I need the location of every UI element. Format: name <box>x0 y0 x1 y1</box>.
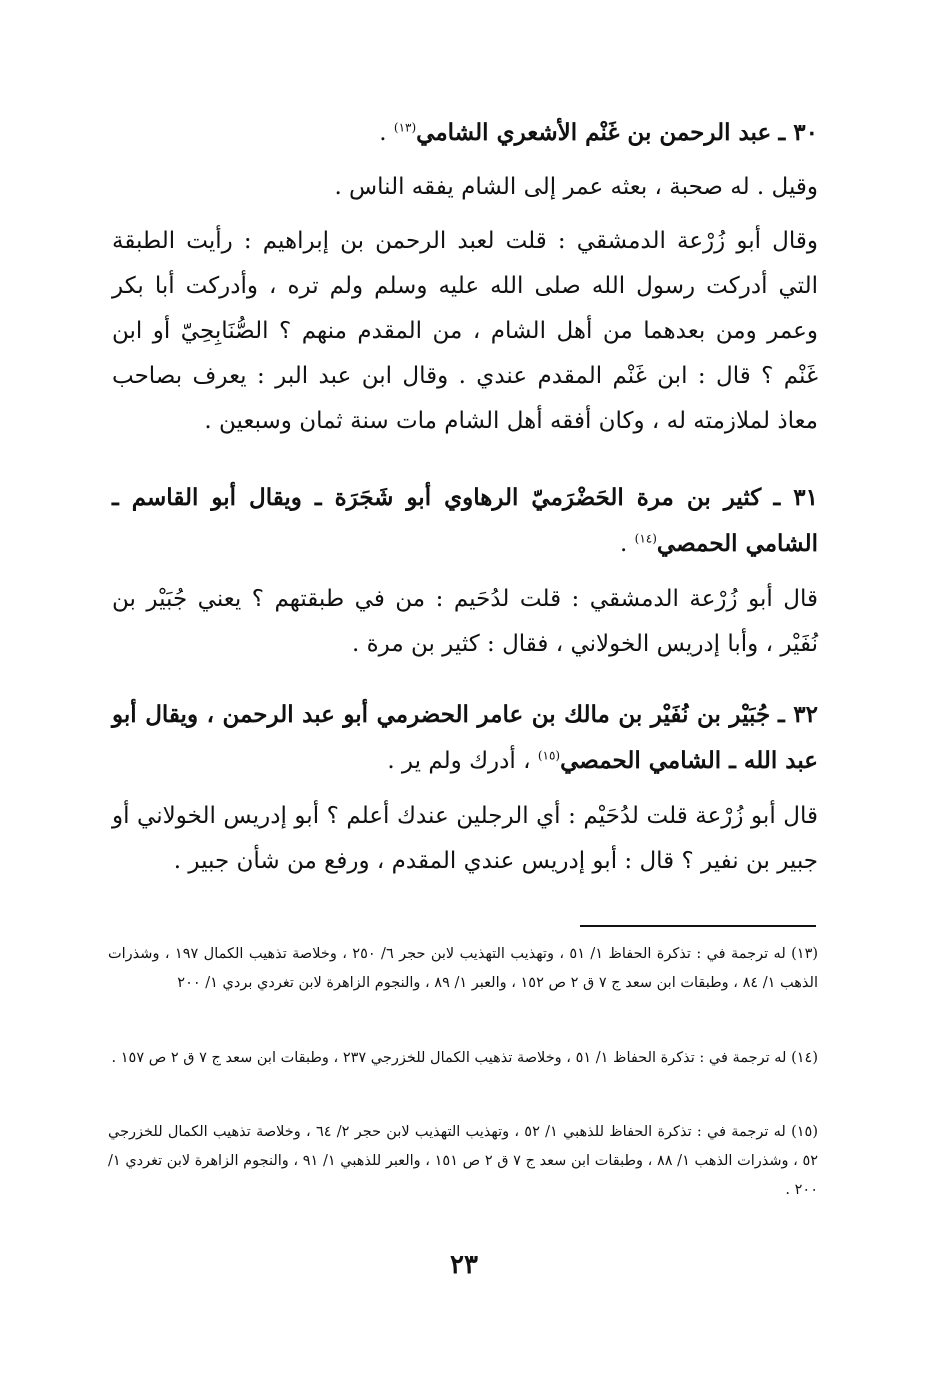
entry-paragraph: قال أبو زُرْعة الدمشقي : قلت لدُحَيم : من في طبقتهم ؟ يعني جُبَيْر بن نُفَيْر ، وأبا إدريس الخولاني ، فقال : كثير بن مرة . <box>112 586 818 657</box>
title-tail: . <box>620 531 635 557</box>
entry-32 <box>112 692 818 884</box>
entry-paragraph: وقال أبو زُرْعة الدمشقي : قلت لعبد الرحمن بن إبراهيم : رأيت الطبقة التي أدركت رسول الله صلى الله عليه وسلم ولم تره ، وأدركت أبا بكر وعمر ومن بعدهما من أهل الشام ، من المقدم منهم ؟ الصُّنَابِحِيّ أو ابن غَنْم ؟ قال : ابن غَنْم المقدم عندي . وقال ابن عبد البر : يعرف بصاحب معاذ لملازمته له ، وكان أفقه أهل الشام مات سنة ثمان وسبعين . <box>112 228 818 434</box>
page-number: ٢٣ <box>450 1250 478 1280</box>
entry-paragraph: وقيل . له صحبة ، بعثه عمر إلى الشام يفقه الناس . <box>334 174 818 200</box>
entry-title: عبد الرحمن بن غَنْم الأشعري الشامي <box>416 119 772 146</box>
footnote-text: (١٤) له ترجمة في : تذكرة الحفاظ ١/ ٥١ ، وخلاصة تذهيب الكمال للخزرجي ٢٣٧ ، وطبقات ابن سعد ج ٧ ق ٢ ص ١٥٧ . <box>111 1050 818 1066</box>
entry-title: جُبَيْر بن نُفَيْر بن مالك بن عامر الحضرمي أبو عبد الرحمن ، ويقال أبو عبد الله ـ الشامي الحمصي <box>112 701 818 774</box>
entry-31 <box>112 475 818 667</box>
footnote-ref: (١٣) <box>393 120 417 135</box>
entry-number: ٣٠ ـ <box>778 119 818 146</box>
footnote-15 <box>108 1118 818 1205</box>
entry-31-heading <box>112 475 818 567</box>
entry-paragraph: قال أبو زُرْعة قلت لدُحَيْم : أي الرجلين عندك أعلم ؟ أبو إدريس الخولاني أو جبير بن نفير ؟ قال : أبو إدريس عندي المقدم ، ورفع من شأن جبير . <box>112 803 818 874</box>
footnote-13 <box>108 940 818 998</box>
entry-30-heading <box>112 110 818 156</box>
entry-number: ٣٢ ـ <box>778 701 819 728</box>
footnote-separator <box>580 925 816 927</box>
footnote-ref: (١٤) <box>634 531 657 546</box>
entry-title: كثير بن مرة الحَضْرَميّ الرهاوي أبو شَجَرَة ـ ويقال أبو القاسم ـ الشامي الحمصي <box>112 484 818 557</box>
footnote-text: (١٥) له ترجمة في : تذكرة الحفاظ للذهبي ١/ ٥٢ ، وتهذيب التهذيب لابن حجر ٢/ ٦٤ ، وخلاصة تذهيب الكمال للخزرجي ٥٢ ، وشذرات الذهب ١/ ٨٨ ، وطبقات ابن سعد ج ٧ ق ٢ ص ١٥١ ، والعبر للذهبي ١/ ٩١ ، والنجوم الزاهرة لابن تغردي ١/ ٢٠٠ . <box>108 1124 819 1198</box>
footnote-ref: (١٥) <box>537 748 561 763</box>
entry-32-heading <box>112 692 818 784</box>
entry-number: ٣١ ـ <box>773 484 818 511</box>
title-tail: . <box>379 120 394 146</box>
footnote-text: (١٣) له ترجمة في : تذكرة الحفاظ ١/ ٥١ ، وتهذيب التهذيب لابن حجر ٦/ ٢٥٠ ، وخلاصة تذهيب الكمال ١٩٧ ، وشذرات الذهب ١/ ٨٤ ، وطبقات ابن سعد ج ٧ ق ٢ ص ١٥٢ ، والعبر ١/ ٨٩ ، والنجوم الزاهرة لابن تغردي بردي ١/ ٢٠٠ <box>108 946 819 991</box>
footnote-14 <box>108 1044 818 1073</box>
entry-30 <box>112 110 818 444</box>
title-tail: ، أدرك ولم ير . <box>387 748 538 774</box>
